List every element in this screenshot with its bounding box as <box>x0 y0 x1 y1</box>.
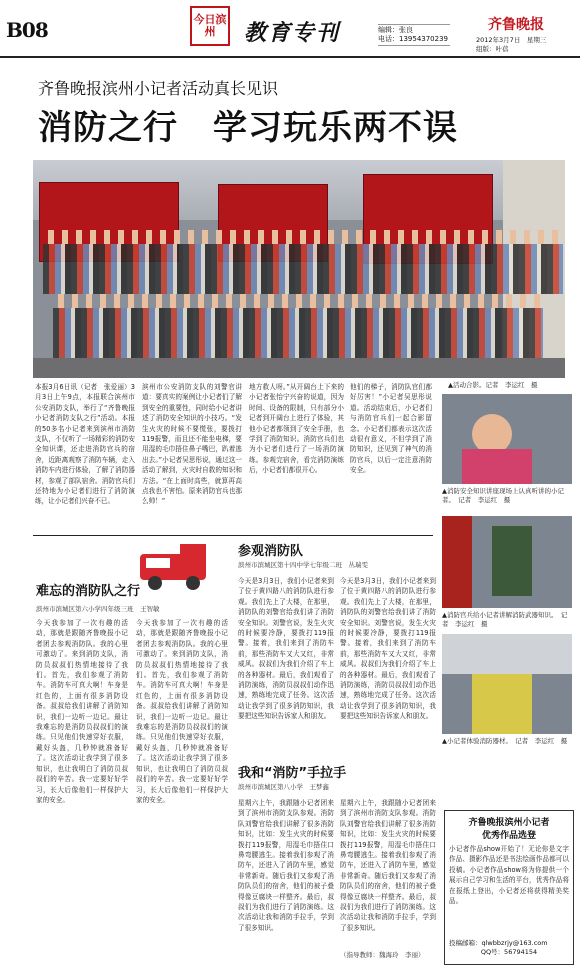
article3-title: 参观消防队 <box>238 544 304 559</box>
section-title: 教育专刊 <box>244 20 341 46</box>
article3-byline: 滨州市滨城区第十四中学七年级二班 丛瑞雯 <box>238 561 368 569</box>
side-photo-1 <box>442 394 572 484</box>
article-column-4: 他们的梯子，消防队官们都好厉害！”小记者吴思彤说道。活动结束后，小记者们与消防官兵们一起合影留念。小记者们都表示这次活动很有意义，不但学到了消防知识，还见到了神气的消防官兵，以后一定注意消防安全。 <box>350 383 432 475</box>
article-kicker: 齐鲁晚报滨州小记者活动真长见识 <box>38 79 279 98</box>
article-column-2: 滨州市公安消防支队的刘警官讲道：要真实的案例让小记者们了解到安全的重要性，同时给小记者讲述了消防安全知识的小技巧。“发生火灾的时候不要慌张，要拨打119报警，而且还不能坐电梯，要用湿的毛巾捂住鼻子嘴巴，趴着逃出去。”小记者吴思彤说，通过这一活动了解到，火灾时自救的知识和方法。“在上面时高些，就算再高点我也不害怕。原来消防官兵也那么帅！” <box>142 383 242 506</box>
side-photo-1-caption: ▲消防安全知识讲座现场上认真听讲的小记者。 记者 李运红 摄 <box>442 487 564 504</box>
article4-byline: 滨州市滨城区第八小学 王梦鑫 <box>238 783 329 791</box>
article4-column-1: 星期六上午，我跟随小记者团来到了滨州市消防支队参观。消防队刘警官给我们讲解了很多消防知识，比如：发生火灾的时候要拨打119报警，用湿毛巾捂住口鼻弯腰逃生。接着我们参观了消防车，还进入了消防车里，感觉非常新奇。随后我们又参观了消防队员们的宿舍，他们的被子叠得像豆腐块一样整齐。最后，叔叔们为我们进行了消防演练。这次活动让我和消防手拉手，学到了很多知识。 <box>238 799 334 932</box>
column-seal-logo: 今日滨州 <box>190 6 230 46</box>
main-photo-caption: ▲活动合影。记者 李运红 摄 <box>448 381 538 389</box>
promo-qq: QQ号：56794154 <box>480 948 538 956</box>
article2-byline: 滨州市滨城区第六小学四年级三班 王智敏 <box>36 605 160 613</box>
article4-column-2: 星期六上午，我跟随小记者团来到了滨州市消防支队参观。消防队刘警官给我们讲解了很多消防知识，比如：发生火灾的时候要拨打119报警，用湿毛巾捂住口鼻弯腰逃生。接着我们参观了消防车，还进入了消防车里，感觉非常新奇。随后我们又参观了消防队员们的宿舍，他们的被子叠得像豆腐块一样整齐。最后，叔叔们为我们进行了消防演练。这次活动让我和消防手拉手，学到了很多知识。 <box>340 799 436 932</box>
section-divider <box>33 535 433 536</box>
promo-text: 小记者作品show开始了！无论你是文字作品、摄影作品还是书法绘画作品都可以投稿。小记者作品show将为你提供一个展示自己学习和生活的平台，优秀作品将在报纸上登出，小记者还将获得精美奖品。 <box>449 845 569 906</box>
page-header <box>0 0 580 58</box>
issue-date: 2012年3月7日 星期三 <box>476 36 547 44</box>
promo-subtitle: 优秀作品选登 <box>481 831 536 841</box>
newspaper-brand: 齐鲁晚报 <box>488 17 544 33</box>
side-photo-2 <box>442 516 572 608</box>
article2-title: 难忘的消防队之行 <box>36 584 141 599</box>
promo-email: 投稿邮箱：qlwbbzrjy@163.com <box>449 939 548 947</box>
proof-editor: 组版：叶蓓 <box>476 45 509 53</box>
article4-signature: （指导教师：魏海玲 李丽） <box>340 951 425 959</box>
article-column-3: 地方救人呀。”从开阔台上下来的小记者张怡宁兴奋的说道，因为时间、设备的限制，只有部分小记者到开阔台上进行了体验，其他小记者都领到了安全手册，也学到了消防知识。消防官兵们也为小记者们进行了一场消防演练。参观完宿舍，看完消防演练后，小记者们都很开心。 <box>249 383 344 475</box>
article2-column-2: 今天我参加了一次有趣的活动，那就是跟随齐鲁晚报小记者团去参观消防队。我的心里可激动了。来到消防支队，消防员叔叔们热情地接待了我们。首先，我们参观了消防车。消防车可真大啊！车身是红色的，上面有很多消防设备。叔叔给我们讲解了消防知识，我们一边听一边记。最让我难忘的是消防员叔叔们的演练。只见他们快速穿好衣服，戴好头盔，几秒钟就准备好了。这次活动让我学到了很多知识，也让我明白了消防员叔叔们的辛苦。我一定要好好学习，长大后像他们一样保护大家的安全。 <box>136 619 228 804</box>
editor-info <box>378 24 450 46</box>
page-number: B08 <box>6 18 48 42</box>
fire-truck-illustration <box>130 540 220 590</box>
promo-title: 齐鲁晚报滨州小记者 <box>468 818 550 828</box>
side-photo-3-caption: ▲小记者体验消防器材。 记者 李运红 摄 <box>442 737 568 745</box>
editor-phone: 电话：13954370239 <box>378 35 448 43</box>
article3-column-1: 今天是3月3日，我们小记者来到了位于黄四路八的消防队进行参观。我们先上了大楼，在那里，消防队的刘警官给我们讲了消防安全知识。刘警官说，发生火灾的时候要冷静，要拨打119报警。接着，我们来到了消防车前，那些消防车又大又红，非常威风。叔叔们为我们介绍了车上的各种器材。最后，我们观看了消防演练，消防员叔叔们动作迅速，熟练地完成了任务。这次活动让我学到了很多消防知识，我要把这些知识告诉家人和朋友。 <box>238 577 334 721</box>
side-photo-2-caption: ▲消防官兵给小记者讲解消防武器知识。 记者 李运红 摄 <box>442 611 568 628</box>
article-headline: 消防之行 学习玩乐两不误 <box>38 108 458 148</box>
issue-date-block <box>476 36 546 54</box>
side-photo-3 <box>442 634 572 734</box>
promo-box <box>444 810 574 965</box>
article4-title: 我和“消防”手拉手 <box>238 766 347 781</box>
editor-name: 编辑：张良 <box>378 26 413 34</box>
article2-column-1: 今天我参加了一次有趣的活动，那就是跟随齐鲁晚报小记者团去参观消防队。我的心里可激动了。来到消防支队，消防员叔叔们热情地接待了我们。首先，我们参观了消防车。消防车可真大啊！车身是红色的，上面有很多消防设备。叔叔给我们讲解了消防知识，我们一边听一边记。最让我难忘的是消防员叔叔们的演练。只见他们快速穿好衣服，戴好头盔，几秒钟就准备好了。这次活动让我学到了很多知识，也让我明白了消防员叔叔们的辛苦。我一定要好好学习，长大后像他们一样保护大家的安全。 <box>36 619 128 804</box>
lead-paragraph: 本报3月6日讯（记者 张爱丽）3月3日上午9点，本报联合滨州市公安消防支队，举行了“齐鲁晚报小记者消防支队之行”活动。本报的50多名小记者来到滨州市消防支队，不仅听了一场精彩的消防安全知识课，还走进消防官兵的宿舍，近距离观察了消防车辆，走入消防车内进行体验，了解了消防器材，参观了部队宿舍。消防官兵们还特地为小记者们进行了消防演练，让小记者们兴奋不已。 <box>35 383 135 506</box>
group-photo <box>33 160 565 378</box>
article3-column-2: 今天是3月3日，我们小记者来到了位于黄四路八的消防队进行参观。我们先上了大楼，在那里，消防队的刘警官给我们讲了消防安全知识。刘警官说，发生火灾的时候要冷静，要拨打119报警。接着，我们来到了消防车前，那些消防车又大又红，非常威风。叔叔们为我们介绍了车上的各种器材。最后，我们观看了消防演练，消防员叔叔们动作迅速，熟练地完成了任务。这次活动让我学到了很多消防知识，我要把这些知识告诉家人和朋友。 <box>340 577 436 721</box>
